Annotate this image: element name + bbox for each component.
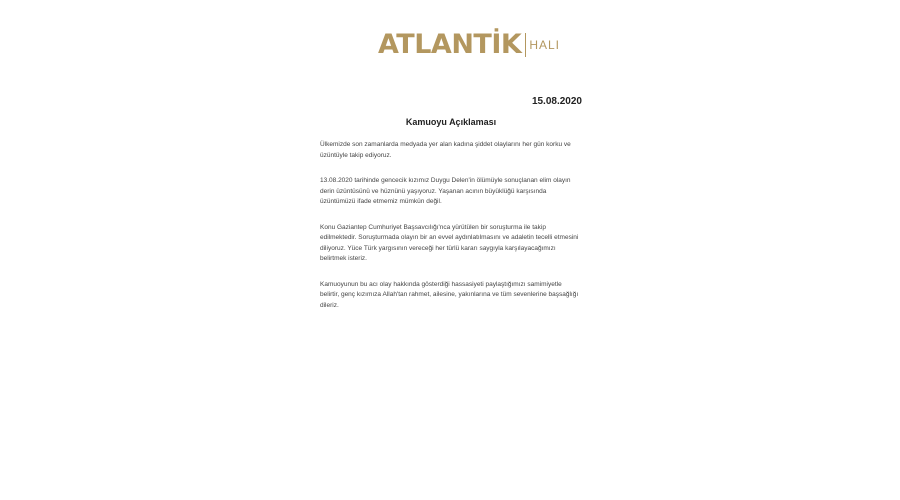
brand-logo (378, 30, 560, 60)
brand-logo-name: ATLANTİK (378, 29, 522, 60)
document-paragraph: Kamuoyunun bu acı olay hakkında gösterdiği hassasiyeti paylaştığımızı samimiyetle belirtir, genç kızımıza Allah'tan rahmet, ailesine, yakınlarına ve tüm sevenlerine başsağlığı dileriz. (320, 280, 579, 309)
document-paragraph: 13.08.2020 tarihinde gencecik kızımız Duygu Delen'in ölümüyle sonuçlanan elim olayın derin üzüntüsünü ve hüznünü yaşıyoruz. Yaşanan acının büyüklüğü karşısında üzüntümüzü ifade etmemiz mümkün değil. (320, 177, 571, 205)
document-title: Kamuoyu Açıklaması (405, 117, 497, 127)
brand-logo-divider (525, 33, 526, 57)
document-paragraph: Konu Gaziantep Cumhuriyet Başsavcılığı'nca yürütülen bir soruşturma ile takip edilmektedir. Soruşturmada olayın bir an evvel aydınlatılmasını ve adaletin tecelli etmesini diliyoruz. Yüce Türk yargısının vereceği her türlü kararı saygıyla karşılayacağımızı belirtmek isteriz. (320, 223, 579, 262)
document-body (320, 140, 582, 326)
document-paragraph: Ülkemizde son zamanlarda medyada yer alan kadına şiddet olaylarını her gün korku ve üzüntüyle takip ediyoruz. (320, 141, 571, 159)
brand-logo-sub: HALI (529, 38, 560, 52)
document-date: 15.08.2020 (531, 96, 582, 107)
